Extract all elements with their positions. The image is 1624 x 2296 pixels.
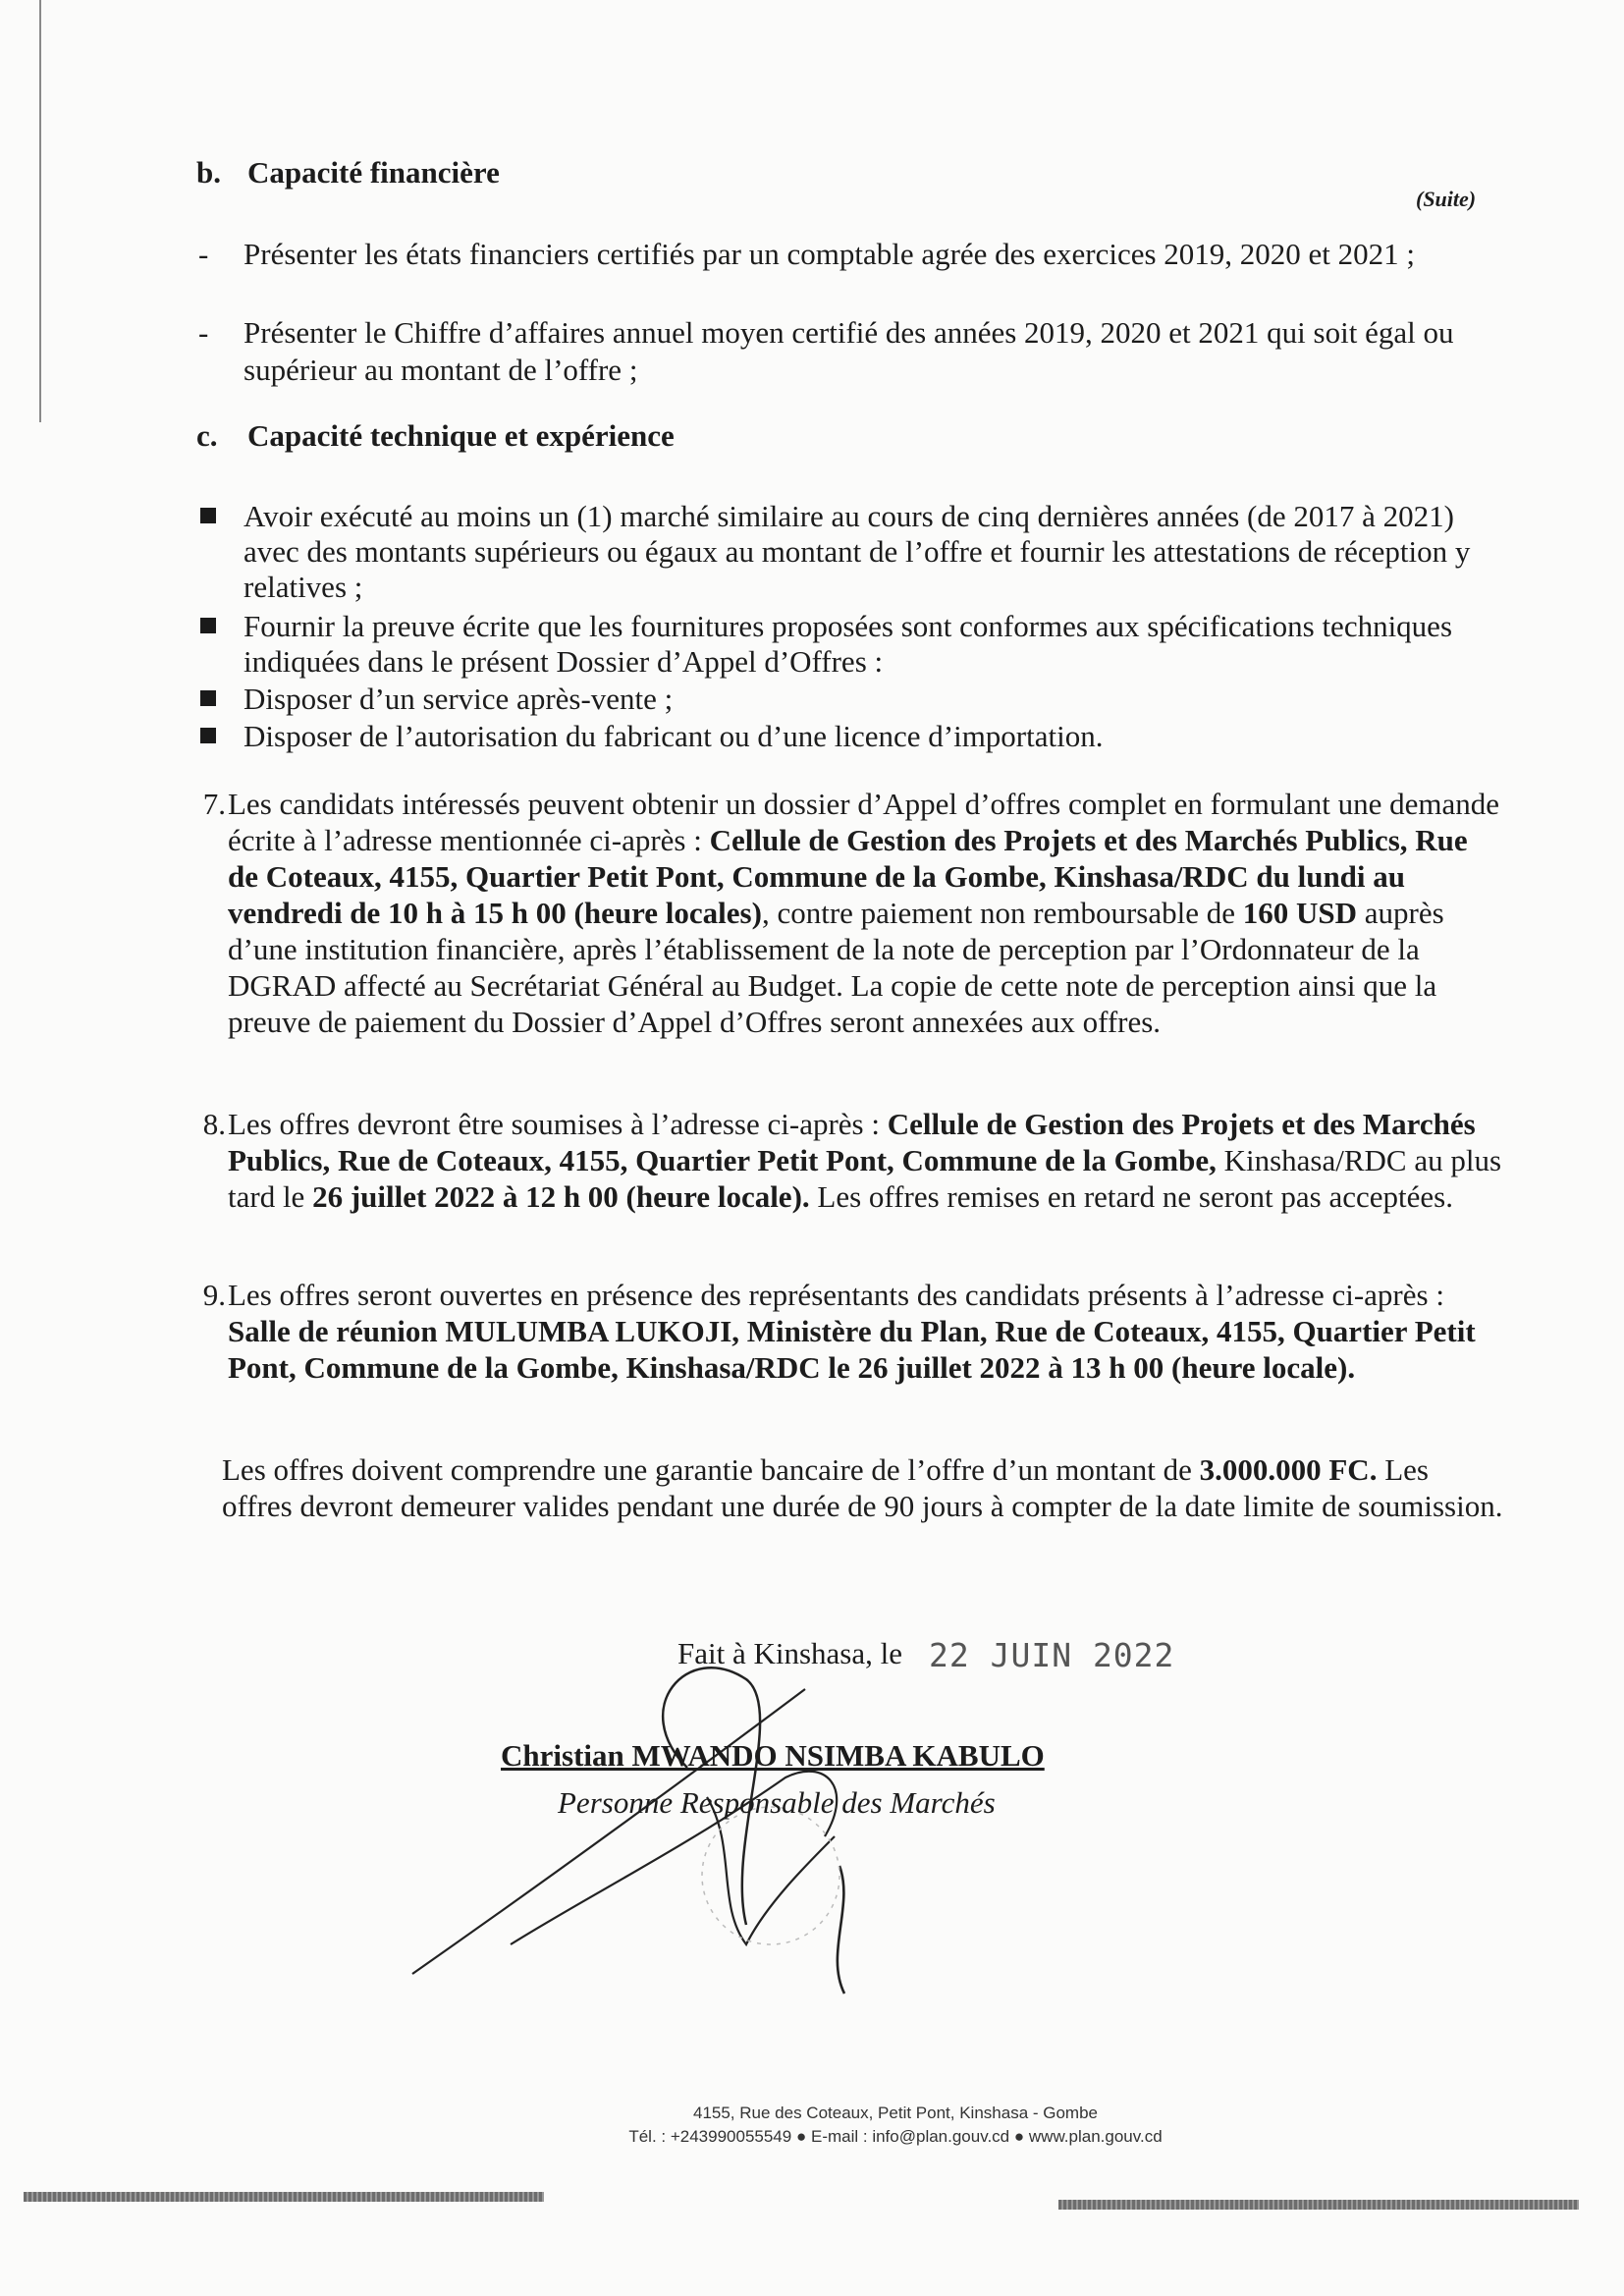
footer-bar-right bbox=[1058, 2200, 1579, 2210]
numbered-item-7 bbox=[202, 786, 1504, 1040]
list-item-text: Avoir exécuté au moins un (1) marché similaire au cours de cinq dernières années (de 2017 à 2021) avec des montants supérieurs ou égaux au montant de l’offre et fournir les attestations de réception y relatives ; bbox=[244, 499, 1471, 604]
item-bold-text: Salle de réunion MULUMBA LUKOJI, Ministère du Plan, Rue de Coteaux, 4155, Quartier Petit Pont, Commune de la Gombe, Kinshasa/RDC le 26 juillet 2022 à 13 h 00 (heure locale). bbox=[228, 1314, 1476, 1385]
footer-website: www.plan.gouv.cd bbox=[1028, 2127, 1163, 2146]
list-item-text: Disposer de l’autorisation du fabricant ou d’une licence d’importation. bbox=[244, 719, 1104, 753]
suite-label: (Suite) bbox=[1416, 187, 1477, 211]
section-b-heading bbox=[196, 155, 500, 191]
list-item-text: Présenter les états financiers certifiés par un comptable agrée des exercices 2019, 2020 et 2021 ; bbox=[244, 237, 1416, 271]
dash-bullet: - bbox=[198, 315, 209, 350]
list-item-text: Disposer d’un service après-vente ; bbox=[244, 682, 674, 716]
paragraph-text: Les offres doivent comprendre une garantie bancaire de l’offre d’un montant de bbox=[222, 1452, 1200, 1487]
margin-rule bbox=[39, 0, 41, 422]
footer-contact bbox=[0, 2127, 1624, 2147]
list-item-text: Fournir la preuve écrite que les fournitures proposées sont conformes aux spécifications techniques indiquées dans le présent Dossier d’Appel d’Offres : bbox=[244, 609, 1453, 679]
item-number: 8. bbox=[202, 1107, 226, 1141]
section-b-title: Capacité financière bbox=[247, 155, 500, 190]
footer-address: 4155, Rue des Coteaux, Petit Pont, Kinshasa - Gombe bbox=[692, 2104, 1099, 2122]
list-item bbox=[198, 314, 1500, 389]
numbered-item-9 bbox=[202, 1277, 1504, 1386]
list-item-text: Présenter le Chiffre d’affaires annuel moyen certifié des années 2019, 2020 et 2021 qui soit égal ou supérieur au montant de l’offre ; bbox=[244, 315, 1454, 387]
footer-phone: Tél. : +243990055549 bbox=[628, 2127, 792, 2146]
closing-paragraph bbox=[222, 1451, 1504, 1524]
square-bullet-icon bbox=[200, 728, 216, 743]
paragraph-text: Les offres devront demeurer valides pendant une durée de 90 jours à compter de la date limite de soumission. bbox=[222, 1452, 1503, 1523]
square-bullet-icon bbox=[200, 618, 216, 633]
list-item bbox=[244, 499, 1500, 605]
section-b-letter: b. bbox=[196, 155, 221, 190]
numbered-item-8 bbox=[202, 1106, 1504, 1215]
footer-email: E-mail : info@plan.gouv.cd bbox=[810, 2127, 1010, 2146]
square-bullet-icon bbox=[200, 690, 216, 706]
item-number: 7. bbox=[202, 787, 226, 821]
item-bold-text: 160 USD bbox=[1242, 896, 1358, 930]
item-bold-text: Cellule de Gestion des Projets et des Marchés Publics, Rue de Coteaux, 4155, Quartier Petit Pont, Commune de la Gombe, bbox=[228, 1107, 1476, 1177]
item-text: Les offres devront être soumises à l’adresse ci-après : bbox=[228, 1107, 888, 1141]
list-item bbox=[198, 236, 1500, 273]
item-number: 9. bbox=[202, 1278, 226, 1312]
item-text: Les candidats intéressés peuvent obtenir un dossier d’Appel d’offres complet en formulant une demande écrite à l’adresse mentionnée ci-après : bbox=[228, 787, 1500, 857]
done-at-label: Fait à Kinshasa, le bbox=[677, 1636, 903, 1670]
item-bold-text: Cellule de Gestion des Projets et des Marchés Publics, Rue de Coteaux, 4155, Quartier Petit Pont, Commune de la Gombe, Kinshasa/RDC du lundi au vendredi de 10 h à 15 h 00 (heure locales) bbox=[228, 823, 1468, 930]
date-stamp: 22 JUIN 2022 bbox=[929, 1636, 1175, 1674]
item-text: auprès d’une institution financière, après l’établissement de la note de perception par l’Ordonnateur de la DGRAD affecté au Secrétariat Général au Budget. La copie de cette note de perception ainsi que la preuve de paiement du Dossier d’Appel d’Offres seront annexées aux offres. bbox=[228, 896, 1444, 1039]
footer-bar-left bbox=[24, 2192, 544, 2202]
handwritten-signature-icon bbox=[393, 1650, 943, 2003]
item-bold-text: 26 juillet 2022 à 12 h 00 (heure locale). bbox=[312, 1179, 810, 1214]
list-item bbox=[244, 682, 1500, 717]
signer-name: Christian MWANDO NSIMBA KABULO bbox=[501, 1738, 1045, 1773]
item-text: Les offres remises en retard ne seront pas acceptées. bbox=[809, 1179, 1453, 1214]
item-text: Kinshasa/RDC au plus tard le bbox=[228, 1143, 1502, 1214]
item-text: , contre paiement non remboursable de bbox=[761, 896, 1243, 930]
dash-bullet: - bbox=[198, 237, 209, 271]
list-item bbox=[244, 719, 1500, 754]
section-c-heading bbox=[196, 418, 675, 454]
section-c-letter: c. bbox=[196, 418, 218, 453]
section-c-title: Capacité technique et expérience bbox=[247, 418, 675, 453]
signer-role: Personne Responsable des Marchés bbox=[558, 1785, 996, 1820]
square-bullet-icon bbox=[200, 508, 216, 523]
item-text: Les offres seront ouvertes en présence des représentants des candidats présents à l’adresse ci-après : bbox=[228, 1278, 1444, 1312]
paragraph-bold-text: 3.000.000 FC. bbox=[1199, 1452, 1378, 1487]
bullet-dot-icon: ● bbox=[795, 2127, 807, 2146]
bullet-dot-icon: ● bbox=[1013, 2127, 1025, 2146]
list-item bbox=[244, 609, 1500, 680]
